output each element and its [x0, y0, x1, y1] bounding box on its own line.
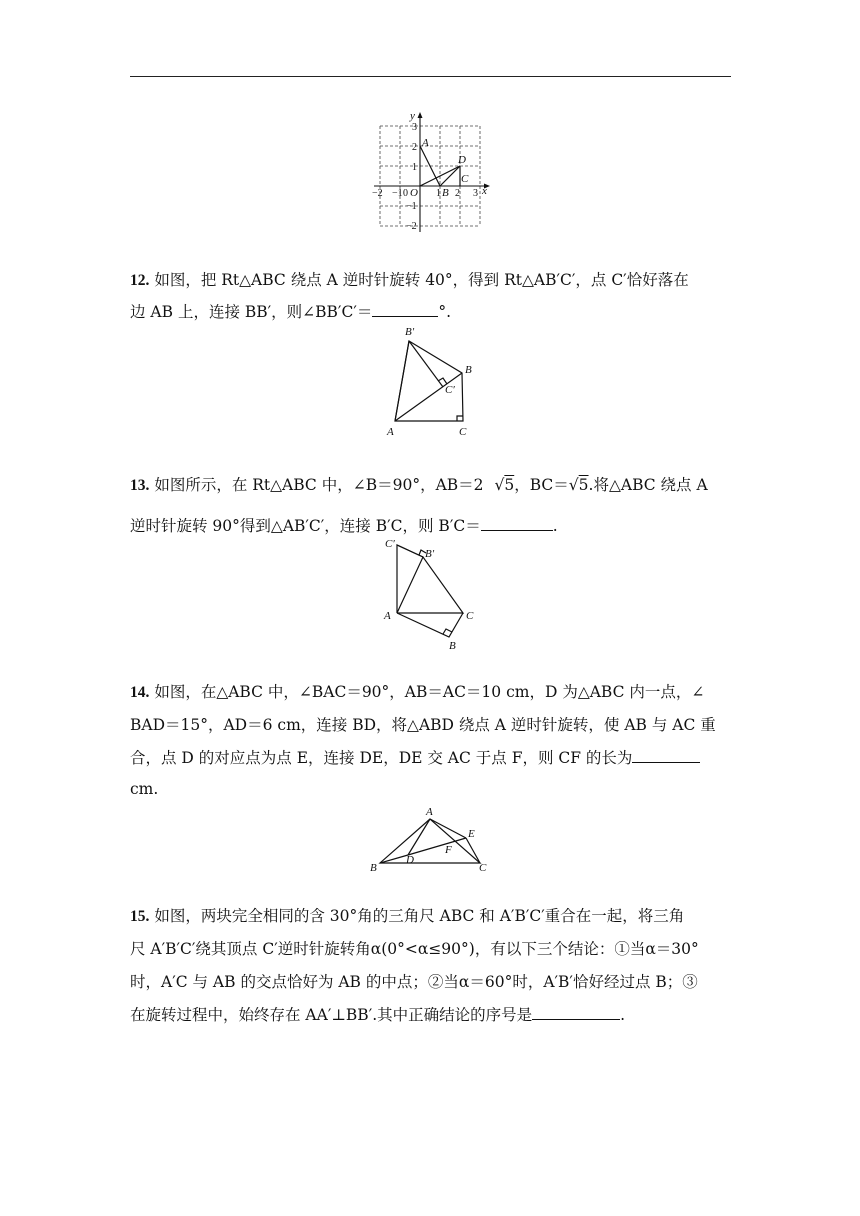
grid-tick-y2: 2	[412, 142, 417, 153]
q13-sqrt-2: √5	[568, 476, 589, 494]
q14-number: 14.	[130, 684, 150, 701]
q14-answer-blank	[632, 761, 700, 763]
grid-tick-x3: 3	[473, 188, 478, 199]
q14-label-a: A	[426, 806, 433, 818]
q15-text-3: 时，A′C 与 AB 的交点恰好为 AB 的中点；②当α＝60°时，A′B′恰好经过点 B；③	[130, 973, 698, 991]
q13-label-a: A	[384, 610, 391, 622]
q15-answer-blank	[532, 1018, 620, 1020]
q13-text-1b: ，BC＝	[514, 476, 569, 494]
q13-label-b: B	[449, 640, 456, 652]
grid-tick-xm2: −2	[372, 188, 383, 199]
q14-text-1: 如图，在△ABC 中，∠BAC＝90°，AB＝AC＝10 cm，D 为△ABC 内一点，∠	[154, 683, 705, 701]
grid-label-b: B	[442, 187, 449, 199]
figure-q13	[383, 537, 483, 652]
grid-label-y: y	[410, 110, 415, 122]
q12-text-2: 边 AB 上，连接 BB′，则∠BB′C′＝	[130, 303, 373, 321]
figure-q12	[385, 323, 485, 441]
grid-label-o: O	[410, 187, 418, 199]
grid-tick-x1: 1	[436, 188, 441, 199]
q14-label-b: B	[370, 862, 377, 874]
q13-text-1a: 如图所示，在 Rt△ABC 中，∠B＝90°，AB＝2	[154, 476, 484, 494]
q15-line-4	[130, 1003, 732, 1025]
q14-label-f: F	[445, 844, 452, 856]
q13-label-c: C	[466, 610, 474, 622]
grid-tick-xm1: −1	[392, 188, 403, 199]
grid-tick-x0: 0	[403, 188, 408, 199]
q14-label-e: E	[468, 828, 475, 840]
q13-text-2: 逆时针旋转 90°得到△AB′C′，连接 B′C，则 B′C＝	[130, 517, 481, 535]
q13-text-2-end: .	[552, 517, 558, 535]
q12-label-c1: C′	[445, 384, 455, 396]
q12-label-a: A	[387, 426, 394, 438]
grid-tick-y3: 3	[412, 122, 417, 133]
grid-tick-ym2: −2	[406, 221, 417, 232]
q14-label-d: D	[406, 854, 414, 866]
q15-text-4: 在旋转过程中，始终存在 AA′⊥BB′.其中正确结论的序号是	[130, 1006, 533, 1024]
q14-text-4: cm.	[130, 780, 159, 798]
q12-label-c: C	[459, 426, 467, 438]
q15-text-4-end: .	[620, 1006, 626, 1024]
grid-tick-y1: 1	[412, 162, 417, 173]
q12-text-2-end: °.	[438, 303, 452, 321]
q12-text-1: 如图，把 Rt△ABC 绕点 A 逆时针旋转 40°，得到 Rt△AB′C′，点 C′恰好落在	[154, 271, 689, 289]
q12-line-1	[130, 268, 732, 290]
q12-answer-blank	[372, 315, 438, 317]
q15-text-2: 尺 A′B′C′绕其顶点 C′逆时针旋转角α(0°<α≤90°)，有以下三个结论：①当α＝30°	[130, 940, 699, 958]
q13-sqrt-1: √5	[494, 476, 515, 494]
q14-text-2: BAD＝15°，AD＝6 cm，连接 BD，将△ABD 绕点 A 逆时针旋转，使 AB 与 AC 重	[130, 716, 716, 734]
figure-q14	[368, 805, 498, 875]
grid-tick-x2: 2	[455, 188, 460, 199]
q12-number: 12.	[130, 272, 150, 289]
q15-line-2	[130, 937, 732, 959]
q13-label-c1: C′	[385, 538, 395, 550]
q13-text-1c: .将△ABC 绕点 A	[588, 476, 708, 494]
grid-label-c: C	[461, 173, 469, 185]
grid-tick-ym1: −1	[406, 201, 417, 212]
q14-line-3	[130, 746, 732, 768]
q14-line-4	[130, 780, 732, 798]
header-rule	[130, 76, 731, 77]
q12-label-b: B	[465, 364, 472, 376]
grid-label-d: D	[458, 154, 466, 166]
q13-number: 13.	[130, 477, 150, 494]
q14-line-2	[130, 713, 732, 735]
q13-answer-blank	[481, 529, 553, 531]
q13-label-b1: B′	[425, 548, 435, 560]
q15-line-1	[130, 904, 732, 926]
q14-line-1	[130, 680, 732, 702]
q12-label-b1: B′	[405, 326, 415, 338]
q15-text-1: 如图，两块完全相同的含 30°角的三角尺 ABC 和 A′B′C′重合在一起，将三角	[154, 907, 685, 925]
grid-label-a: A	[422, 137, 429, 149]
q14-text-3: 合，点 D 的对应点为点 E，连接 DE，DE 交 AC 于点 F，则 CF 的长为	[130, 749, 633, 767]
grid-label-x: x	[482, 185, 487, 197]
q13-line-2	[130, 514, 732, 536]
q15-number: 15.	[130, 908, 150, 925]
q15-line-3	[130, 970, 732, 992]
q14-label-c: C	[479, 862, 487, 874]
q12-line-2	[130, 300, 732, 322]
figure-coordinate-grid	[370, 108, 490, 238]
q13-line-1	[130, 473, 732, 495]
